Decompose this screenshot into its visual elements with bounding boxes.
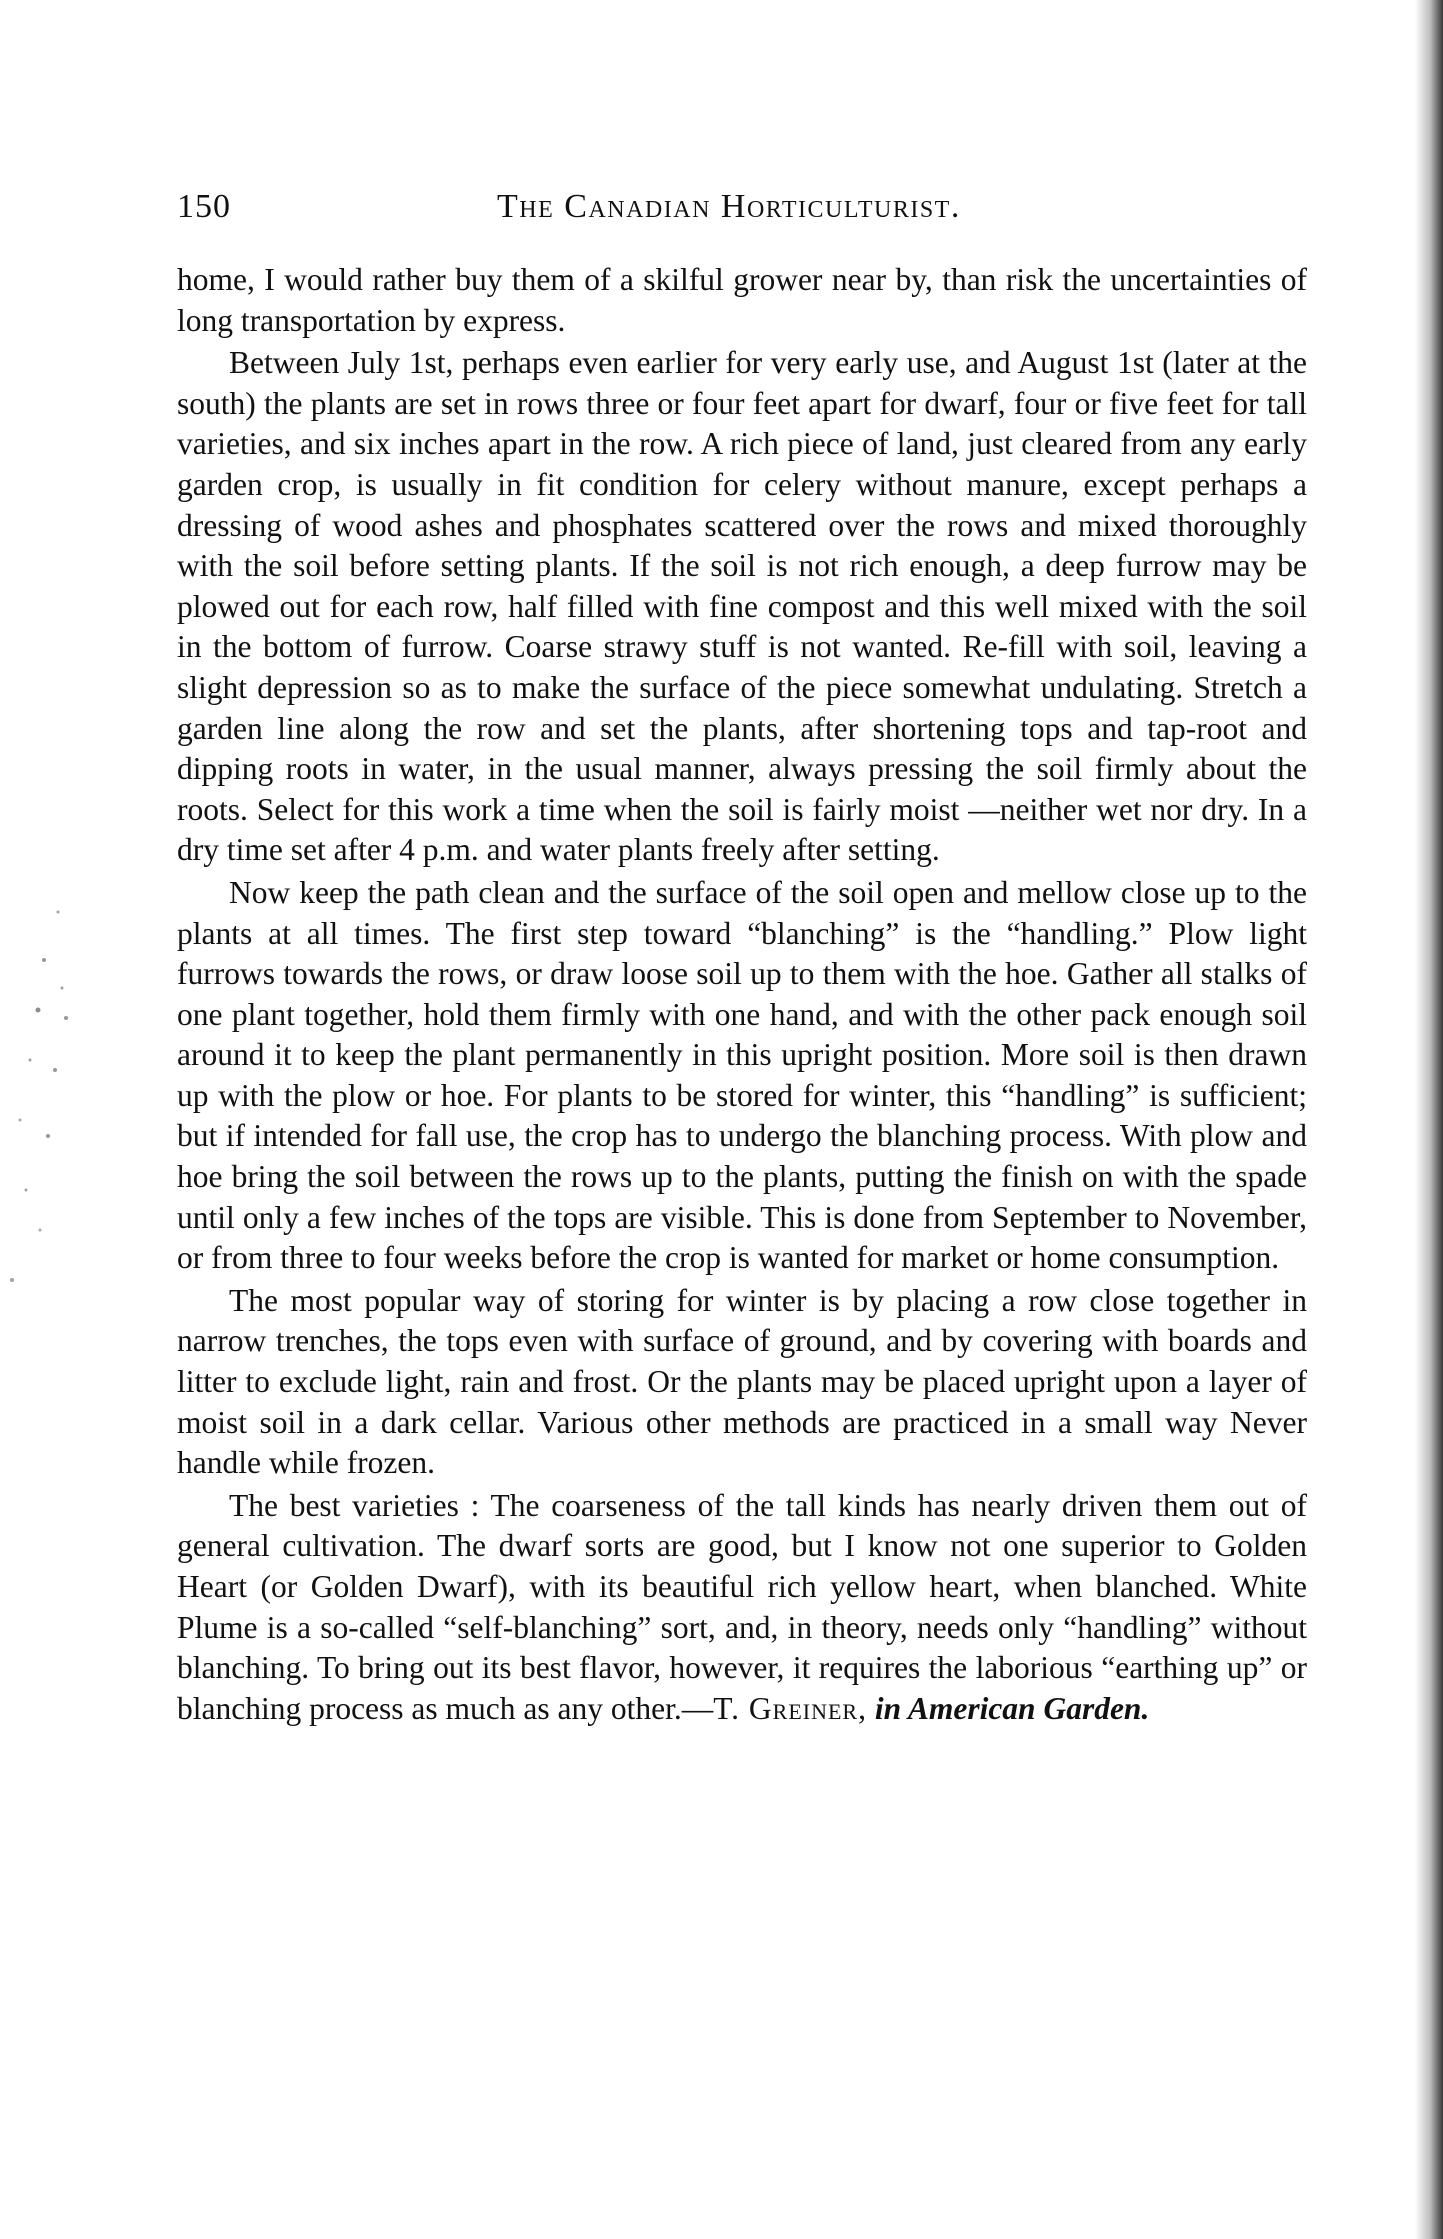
paragraph-4: The most popular way of storing for winter is by placing a row close together in narrow trenches, the tops even with surface of ground, and by covering with boards and litter to exclude light, rain and frost. Or the plants may be placed upright upon a layer of moist soil in a dark cellar. Various other methods are practiced in a small way Never handle while frozen. <box>177 1282 1307 1481</box>
paragraph-3: Now keep the path clean and the surface of the soil open and mellow close up to the plants at all times. The first step toward “blanching” is the “handling.” Plow light furrows towards the rows, or draw loose soil up to them with the hoe. Gather all stalks of one plant together, hold them firmly with one hand, and with the other pack enough soil around it to keep the plant permanently in this upright position. More soil is then drawn up with the plow or hoe. For plants to be stored for winter, this “handling” is sufficient; but if intended for fall use, the crop has to undergo the blanching process. With plow and hoe bring the soil between the rows up to the plants, putting the finish on with the spade until only a few inches of the tops are visible. This is done from September to November, or from three to four weeks before the crop is wanted for market or home consumption. <box>177 874 1307 1276</box>
article-body <box>177 260 1307 1731</box>
page-number: 150 <box>177 188 231 225</box>
paragraph-1: home, I would rather buy them of a skilful grower near by, than risk the uncertainties of long transportation by express. <box>177 262 1307 338</box>
signature-author: T. Greiner, <box>713 1690 867 1726</box>
scan-specks-decoration <box>0 900 80 1320</box>
signature-source: in American Garden. <box>874 1690 1150 1726</box>
page-edge-shadow <box>1415 0 1443 2239</box>
paragraph-2: Between July 1st, perhaps even earlier for very early use, and August 1st (later at the south) the plants are set in rows three or four feet apart for dwarf, four or five feet for tall varieties, and six inches apart in the row. A rich piece of land, just cleared from any early garden crop, is usually in fit condition for celery without manure, except perhaps a dressing of wood ashes and phosphates scattered over the rows and mixed thoroughly with the soil before setting plants. If the soil is not rich enough, a deep furrow may be plowed out for each row, half filled with fine compost and this well mixed with the soil in the bottom of furrow. Coarse strawy stuff is not wanted. Re-fill with soil, leaving a slight depression so as to make the surface of the piece somewhat undulating. Stretch a garden line along the row and set the plants, after shortening tops and tap-root and dipping roots in water, in the usual manner, always pressing the soil firmly about the roots. Select for this work a time when the soil is fairly moist —neither wet nor dry. In a dry time set after 4 p.m. and water plants freely after setting. <box>177 345 1307 868</box>
paragraph-5-text: The best varieties : The coarseness of the tall kinds has nearly driven them out of general cultivation. The dwarf sorts are good, but I know not one superior to Golden Heart (or Golden Dwarf), with its beautiful rich yellow heart, when blanched. White Plume is a so-called “self-blanching” sort, and, in theory, needs only “handling” without blanching. To bring out its best flavor, however, it requires the laborious “earthing up” or blanching process as much as any other.— <box>177 1487 1307 1726</box>
running-head: The Canadian Horticulturist. <box>497 188 961 225</box>
page-header <box>177 188 1307 232</box>
paragraph-5 <box>177 1486 1307 1730</box>
